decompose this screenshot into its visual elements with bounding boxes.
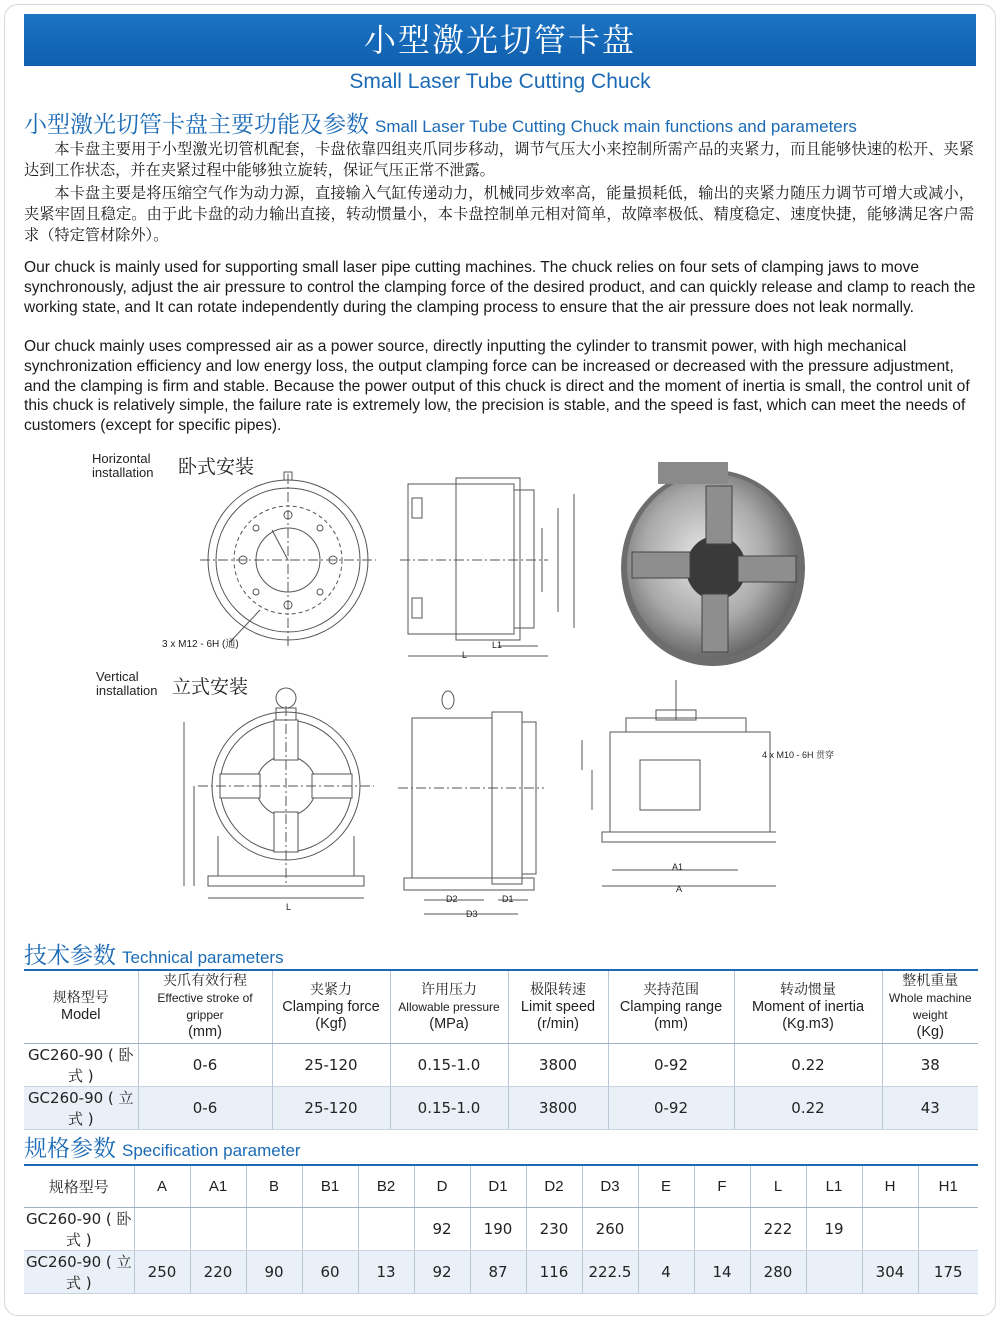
table-row: GC260-90 ( 立式 ) 0-6 25-120 0.15-1.0 3800 0-92 0.22 43 [24, 1087, 978, 1130]
vertical-side-view-drawing [398, 688, 548, 928]
technical-parameters-table [24, 969, 978, 1130]
thread-note-vertical: 4 x M10 - 6H 贯穿 [762, 750, 835, 760]
page-title: 小型激光切管卡盘 [363, 21, 636, 59]
specification-table [24, 1164, 978, 1294]
table-header-row: 规格型号 A A1 B B1 B2 D D1 D2 D3 E F L L1 H H1 [24, 1165, 978, 1207]
col-header-inertia: 转动惯量 Moment of inertia (Kg.m3) [734, 970, 882, 1044]
dim-D1: D1 [502, 894, 514, 904]
en-paragraph-2: Our chuck mainly uses compressed air as a power source, directly inputting the cylinder to transmit power, with high mechanical synchronization efficiency and low energy loss, the output clamping force can be increased or decreased with the pressure adjustment, and the clamping is firm and stable. Because the power output of this chuck is direct and the moment of inertia is small, the control unit of this chuck is relatively simple, the failure rate is extremely low, the precision is stable, and the speed is fast, which can meet the needs of customers (except for specific pipes). [24, 338, 970, 435]
page-subtitle: Small Laser Tube Cutting Chuck [349, 70, 651, 93]
vertical-label-cn: 立式安装 [172, 676, 249, 698]
horizontal-label-cn: 卧式安装 [178, 456, 255, 478]
chuck-product-image [618, 456, 808, 668]
cn-paragraph-2: 本卡盘主要是将压缩空气作为动力源，直接输入气缸传递动力，机械同步效率高，能量损耗低，输出的夹紧力随压力调节可增大或减小，夹紧牢固且稳定。由于此卡盘的动力输出直接，转动惯量小，本卡盘控制单元相对简单，故障率极低、精度稳定、速度快捷，能够满足客户需求（特定管材除外）。 [24, 184, 974, 244]
functions-heading-cn: 小型激光切管卡盘主要功能及参数 [24, 112, 369, 138]
col-header-pressure: 许用压力 Allowable pressure (MPa) [390, 970, 508, 1044]
dim-D3: D3 [466, 909, 478, 919]
thread-note-horizontal: 3 x M12 - 6H (通) [162, 639, 239, 650]
col-header-weight: 整机重量 Whole machine weight (Kg) [882, 970, 978, 1044]
tech-heading-cn: 技术参数 [24, 943, 116, 969]
spec-heading-cn: 规格参数 [24, 1136, 116, 1162]
tech-heading [24, 937, 284, 970]
col-header-clamping-range: 夹持范围 Clamping range (mm) [608, 970, 734, 1044]
vertical-label: Vertical installation [96, 669, 158, 698]
col-header-clamping-force: 夹紧力 Clamping force (Kgf) [272, 970, 390, 1044]
spec-heading-en: Specification parameter [122, 1141, 301, 1160]
table-row: GC260-90 ( 立式 ) 250 220 90 60 13 92 87 116 222.5 4 14 280 304 175 [24, 1250, 978, 1293]
dim-L1-horizontal: L1 [492, 640, 503, 650]
table-row: GC260-90 ( 卧式 ) 0-6 25-120 0.15-1.0 3800 0-92 0.22 38 [24, 1044, 978, 1087]
table-row: GC260-90 ( 卧式 ) 92 190 230 260 222 19 [24, 1207, 978, 1250]
col-header-model: 规格型号 Model [24, 970, 138, 1044]
spec-heading [24, 1130, 301, 1163]
dim-D2: D2 [446, 894, 458, 904]
horizontal-front-view-drawing [200, 470, 380, 660]
table-header-row [24, 970, 978, 1044]
vertical-top-view-drawing [566, 680, 776, 900]
cn-paragraph-1: 本卡盘主要用于小型激光切管机配套，卡盘依靠四组夹爪同步移动，调节气压大小来控制所需产品的夹紧力，而且能够快速的松开、夹紧达到工作状态，并在夹紧过程中能够独立旋转，保证气压正常不泄露。 [24, 140, 974, 179]
vertical-front-view-drawing [178, 686, 398, 916]
en-paragraph-1: Our chuck is mainly used for supporting small laser pipe cutting machines. The chuck relies on four sets of clamping jaws to move synchronously, adjust the air pressure to control the clamping force of the desired product, and can quickly release and clamp to reach the working state, and It can rotate independently during the clamping process to ensure that the air pressure does not leak normally. [24, 259, 976, 316]
dim-L-horizontal: L [462, 650, 468, 660]
functions-heading [24, 106, 857, 139]
col-header-limit-speed: 极限转速 Limit speed (r/min) [508, 970, 608, 1044]
page-title-bar [24, 14, 976, 66]
horizontal-label: Horizontal installation [92, 451, 154, 480]
tech-heading-en: Technical parameters [122, 948, 284, 967]
dim-L-vertical: L [286, 902, 292, 912]
dim-A1: A1 [672, 862, 684, 872]
dim-A: A [676, 884, 683, 894]
functions-heading-en: Small Laser Tube Cutting Chuck main functions and parameters [375, 117, 857, 136]
col-header-stroke: 夹爪有效行程 Effective stroke of gripper (mm) [138, 970, 272, 1044]
